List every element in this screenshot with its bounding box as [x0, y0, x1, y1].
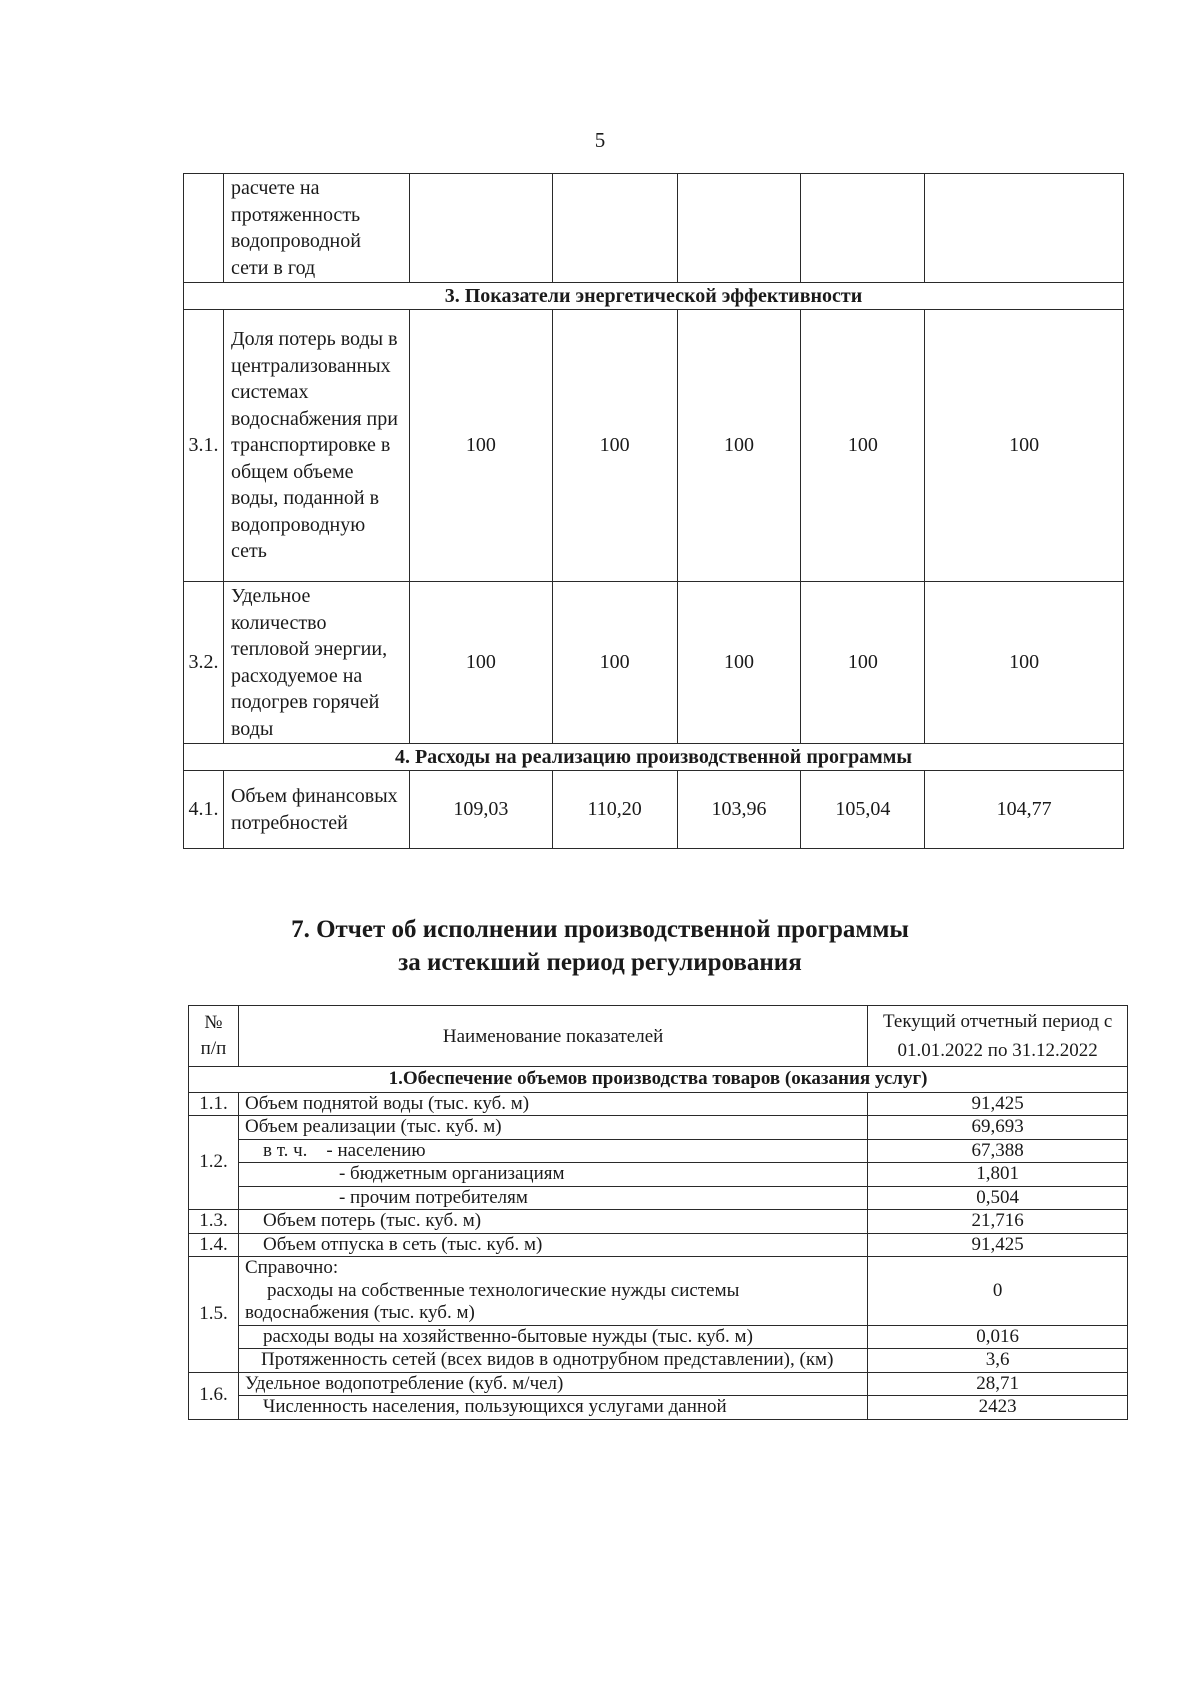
row-value: 2423 — [868, 1396, 1128, 1420]
indicators-table — [183, 173, 1124, 849]
row-value: 91,425 — [868, 1233, 1128, 1257]
row-name: Объем поднятой воды (тыс. куб. м) — [238, 1092, 867, 1116]
row-value: 100 — [552, 310, 677, 582]
table-row — [184, 174, 1124, 283]
report-title-line1: 7. Отчет об исполнении производственной программы — [291, 916, 909, 943]
header-num: № п/п — [189, 1006, 239, 1067]
row-name-text: расходы на собственные технологические нужды системы водоснабжения (тыс. куб. м) — [244, 1279, 740, 1323]
row-name — [238, 1257, 867, 1326]
table-row — [189, 1116, 1128, 1140]
row-value: 103,96 — [677, 771, 801, 849]
row-name: Протяженность сетей (всех видов в однотрубном представлении), (км) — [238, 1349, 867, 1373]
row-value: 0,504 — [868, 1186, 1128, 1210]
row-name: Объем реализации (тыс. куб. м) — [238, 1116, 867, 1140]
row-value: 100 — [409, 582, 552, 744]
table-row — [189, 1372, 1128, 1396]
row-value: 100 — [677, 582, 801, 744]
row-num: 1.4. — [189, 1233, 239, 1257]
section-title: 4. Расходы на реализацию производственной программы — [184, 744, 1124, 771]
table-row — [189, 1186, 1128, 1210]
row-name: Объем отпуска в сеть (тыс. куб. м) — [238, 1233, 867, 1257]
table-row — [189, 1233, 1128, 1257]
row-name: - прочим потребителям — [238, 1186, 867, 1210]
table-row — [189, 1257, 1128, 1326]
report-title — [0, 913, 1200, 979]
section-row — [184, 744, 1124, 771]
row-num: 4.1. — [184, 771, 224, 849]
row-value: 0,016 — [868, 1325, 1128, 1349]
row-name: расчете на протяженность водопроводной сети в год — [223, 174, 409, 283]
row-value: 69,693 — [868, 1116, 1128, 1140]
row-value: 3,6 — [868, 1349, 1128, 1373]
table-row — [184, 310, 1124, 582]
row-value: 100 — [801, 310, 925, 582]
section-title: 1.Обеспечение объемов производства товаров (оказания услуг) — [189, 1067, 1128, 1093]
row-name: Численность населения, пользующихся услугами данной — [238, 1396, 867, 1420]
row-value — [552, 174, 677, 283]
row-num: 1.1. — [189, 1092, 239, 1116]
row-name: Объем потерь (тыс. куб. м) — [238, 1210, 867, 1234]
table-row — [189, 1092, 1128, 1116]
section-row — [189, 1067, 1128, 1093]
row-name: - бюджетным организациям — [238, 1163, 867, 1187]
row-name: Удельное водопотребление (куб. м/чел) — [238, 1372, 867, 1396]
row-value: 0 — [868, 1257, 1128, 1326]
row-value: 100 — [677, 310, 801, 582]
table-row — [189, 1163, 1128, 1187]
header-period: Текущий отчетный период с 01.01.2022 по 31.12.2022 — [868, 1006, 1128, 1067]
row-value — [677, 174, 801, 283]
row-value: 100 — [801, 582, 925, 744]
row-value: 100 — [552, 582, 677, 744]
row-name: Доля потерь воды в централизованных системах водоснабжения при транспортировке в общем объеме воды, поданной в водопроводную сеть — [223, 310, 409, 582]
row-value: 105,04 — [801, 771, 925, 849]
table-row — [189, 1139, 1128, 1163]
table-row — [189, 1396, 1128, 1420]
row-num: 1.5. — [189, 1257, 239, 1373]
section-title: 3. Показатели энергетической эффективности — [184, 283, 1124, 310]
row-value: 21,716 — [868, 1210, 1128, 1234]
row-num — [184, 174, 224, 283]
row-name: расходы воды на хозяйственно-бытовые нужды (тыс. куб. м) — [238, 1325, 867, 1349]
report-title-line2: за истекший период регулирования — [398, 949, 802, 976]
report-table — [188, 1005, 1128, 1420]
row-num: 1.2. — [189, 1116, 239, 1210]
header-name: Наименование показателей — [238, 1006, 867, 1067]
reference-label: Справочно: — [244, 1257, 339, 1278]
row-value: 1,801 — [868, 1163, 1128, 1187]
row-value — [925, 174, 1124, 283]
row-value: 100 — [925, 582, 1124, 744]
row-value — [409, 174, 552, 283]
row-value: 100 — [925, 310, 1124, 582]
row-value: 110,20 — [552, 771, 677, 849]
row-num: 3.2. — [184, 582, 224, 744]
row-value: 104,77 — [925, 771, 1124, 849]
table-header-row — [189, 1006, 1128, 1067]
row-num: 3.1. — [184, 310, 224, 582]
row-name: Объем финансовых потребностей — [223, 771, 409, 849]
table-row — [184, 582, 1124, 744]
row-name: Удельное количество тепловой энергии, расходуемое на подогрев горячей воды — [223, 582, 409, 744]
row-value — [801, 174, 925, 283]
table-row — [189, 1349, 1128, 1373]
row-value: 28,71 — [868, 1372, 1128, 1396]
row-value: 91,425 — [868, 1092, 1128, 1116]
row-num: 1.6. — [189, 1372, 239, 1419]
row-value: 67,388 — [868, 1139, 1128, 1163]
row-num: 1.3. — [189, 1210, 239, 1234]
table-row — [184, 771, 1124, 849]
row-name: в т. ч. - населению — [238, 1139, 867, 1163]
table-row — [189, 1210, 1128, 1234]
section-row — [184, 283, 1124, 310]
row-value: 100 — [409, 310, 552, 582]
page-number: 5 — [594, 128, 606, 152]
table-row — [189, 1325, 1128, 1349]
row-value: 109,03 — [409, 771, 552, 849]
